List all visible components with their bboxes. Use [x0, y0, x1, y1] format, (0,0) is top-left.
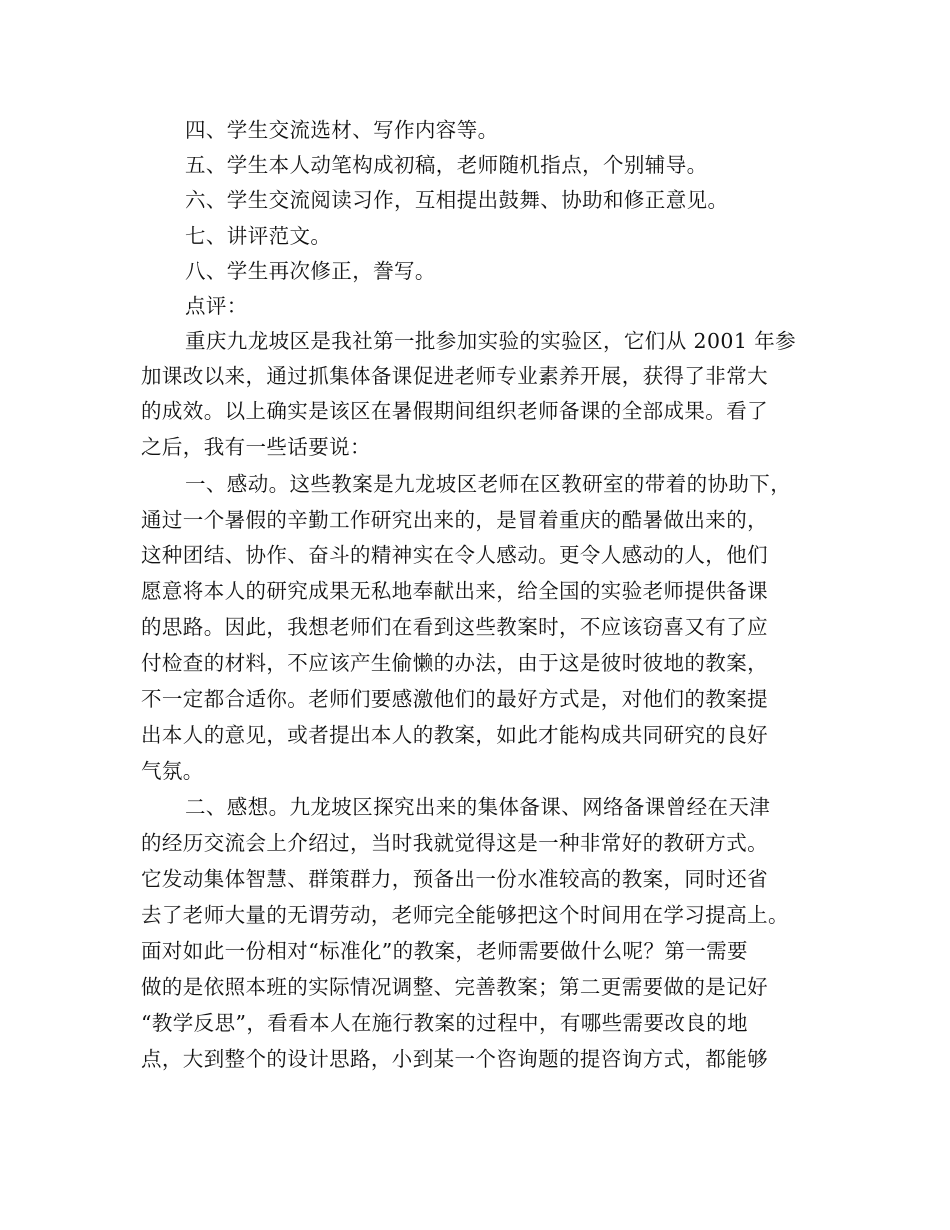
- text-line: 去了老师大量的无谓劳动，老师完全能够把这个时间用在学习提高上。: [141, 903, 789, 927]
- text-line: 面对如此一份相对“标准化”的教案，老师需要做什么呢？第一需要: [141, 939, 748, 963]
- text-line: 六、学生交流阅读习作，互相提出鼓舞、协助和修正意见。: [185, 188, 729, 212]
- text-line: 四、学生交流选材、写作内容等。: [185, 118, 499, 142]
- text-line: 点，大到整个的设计思路，小到某一个咨询题的提咨询方式，都能够: [141, 1047, 768, 1071]
- text-line: 的经历交流会上介绍过，当时我就觉得这是一种非常好的教研方式。: [141, 831, 768, 855]
- text-line: 重庆九龙坡区是我社第一批参加实验的实验区，它们从 2001 年参: [185, 329, 797, 353]
- text-line: 之后，我有一些话要说：: [141, 435, 371, 459]
- text-line: 这种团结、协作、奋斗的精神实在令人感动。更令人感动的人，他们: [141, 543, 768, 567]
- text-line: 出本人的意见，或者提出本人的教案，如此才能构成共同研究的良好: [141, 723, 768, 747]
- text-line: 通过一个暑假的辛勤工作研究出来的，是冒着重庆的酷暑做出来的，: [141, 508, 768, 532]
- text-line: 不一定都合适你。老师们要感激他们的最好方式是，对他们的教案提: [141, 687, 768, 711]
- text-line: 点评：: [185, 294, 248, 318]
- text-line: “教学反思”，看看本人在施行教案的过程中，有哪些需要改良的地: [141, 1011, 748, 1035]
- text-line: 一、感动。这些教案是九龙坡区老师在区教研室的带着的协助下，: [185, 472, 792, 496]
- text-line: 的成效。以上确实是该区在暑假期间组织老师备课的全部成果。看了: [141, 399, 768, 423]
- text-line: 五、学生本人动笔构成初稿，老师随机指点，个别辅导。: [185, 153, 708, 177]
- text-line: 二、感想。九龙坡区探究出来的集体备课、网络备课曾经在天津: [185, 795, 771, 819]
- text-line: 七、讲评范文。: [185, 224, 332, 248]
- text-line: 的思路。因此，我想老师们在看到这些教案时，不应该窃喜又有了应: [141, 615, 768, 639]
- text-line: 气氛。: [141, 759, 204, 783]
- text-line: 八、学生再次修正，誊写。: [185, 259, 436, 283]
- text-line: 做的是依照本班的实际情况调整、完善教案；第二更需要做的是记好: [141, 975, 768, 999]
- text-line: 付检查的材料，不应该产生偷懒的办法，由于这是彼时彼地的教案，: [141, 651, 768, 675]
- text-line: 愿意将本人的研究成果无私地奉献出来，给全国的实验老师提供备课: [141, 579, 768, 603]
- text-line: 加课改以来，通过抓集体备课促进老师专业素养开展，获得了非常大: [141, 364, 768, 388]
- text-line: 它发动集体智慧、群策群力，预备出一份水准较高的教案，同时还省: [141, 867, 768, 891]
